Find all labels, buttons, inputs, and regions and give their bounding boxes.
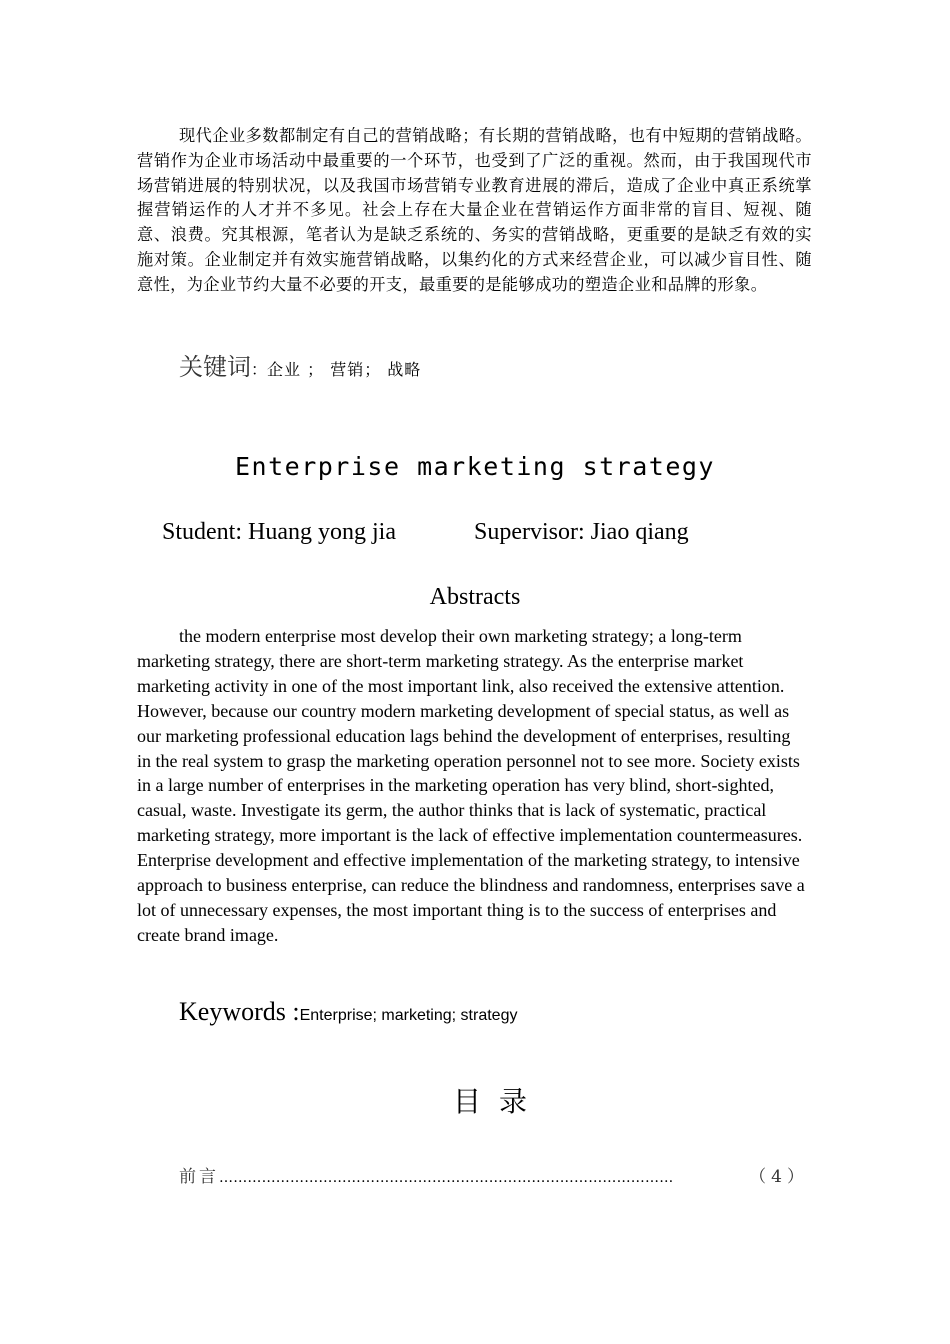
chinese-keywords-line [179, 347, 421, 382]
english-keywords-values: Enterprise; marketing; strategy [299, 1007, 518, 1024]
chinese-keywords-colon: ： [251, 360, 268, 379]
toc-entry-leader: …………………………………………………………………………………… [219, 1170, 674, 1186]
english-title: Enterprise marketing strategy [235, 452, 715, 481]
english-abstract-paragraph: the modern enterprise most develop their own marketing strategy; a long-term marketing strategy, there are short-term marketing strategy. As the enterprise market marketing activity in one of the most important link, also received the extensive attention. However, because our country modern marketing development of special status, as well as our marketing professional education lags behind the development of enterprises, resulting in the real system to grasp the marketing operation personnel not to see more. Society exists in a large number of enterprises in the marketing operation has very blind, short-sighted, casual, waste. Investigate its germ, the author thinks that is lack of systematic, practical marketing strategy, more important is the lack of effective implementation countermeasures. Enterprise development and effective implementation of the marketing strategy, to intensive approach to business enterprise, can reduce the blindness and randomness, enterprises save a lot of unnecessary expenses, the most important thing is to the success of enterprises and create brand image. [137, 626, 805, 945]
table-of-contents-title: 目录 [452, 1085, 545, 1118]
abstract-heading: Abstracts [429, 584, 521, 610]
english-keywords-line [179, 997, 517, 1027]
supervisor-name: Supervisor: Jiao qiang [474, 519, 689, 545]
student-name: Student: Huang yong jia [162, 519, 396, 545]
english-keywords-label: Keywords : [179, 997, 300, 1026]
toc-entry-label: 前言 [179, 1167, 219, 1187]
toc-entry-page-number: （4） [749, 1167, 809, 1187]
chinese-keywords-values: 企业 ； 营销； 战略 [267, 360, 422, 379]
chinese-keywords-label: 关键词 [179, 353, 251, 381]
chinese-abstract-paragraph: 现代企业多数都制定有自己的营销战略；有长期的营销战略，也有中短期的营销战略。营销作为企业市场活动中最重要的一个环节，也受到了广泛的重视。然而，由于我国现代市场营销进展的特别状况，以及我国市场营销专业教育进展的滞后，造成了企业中真正系统掌握营销运作的人才并不多见。社会上存在大量企业在营销运作方面非常的盲目、短视、随意、浪费。究其根源，笔者认为是缺乏系统的、务实的营销战略，更重要的是缺乏有效的实施对策。企业制定并有效实施营销战略，以集约化的方式来经营企业，可以减少盲目性、随意性，为企业节约大量不必要的开支，最重要的是能够成功的塑造企业和品牌的形象。 [137, 126, 812, 294]
author-line [162, 519, 689, 546]
toc-entry[interactable] [179, 1162, 809, 1188]
